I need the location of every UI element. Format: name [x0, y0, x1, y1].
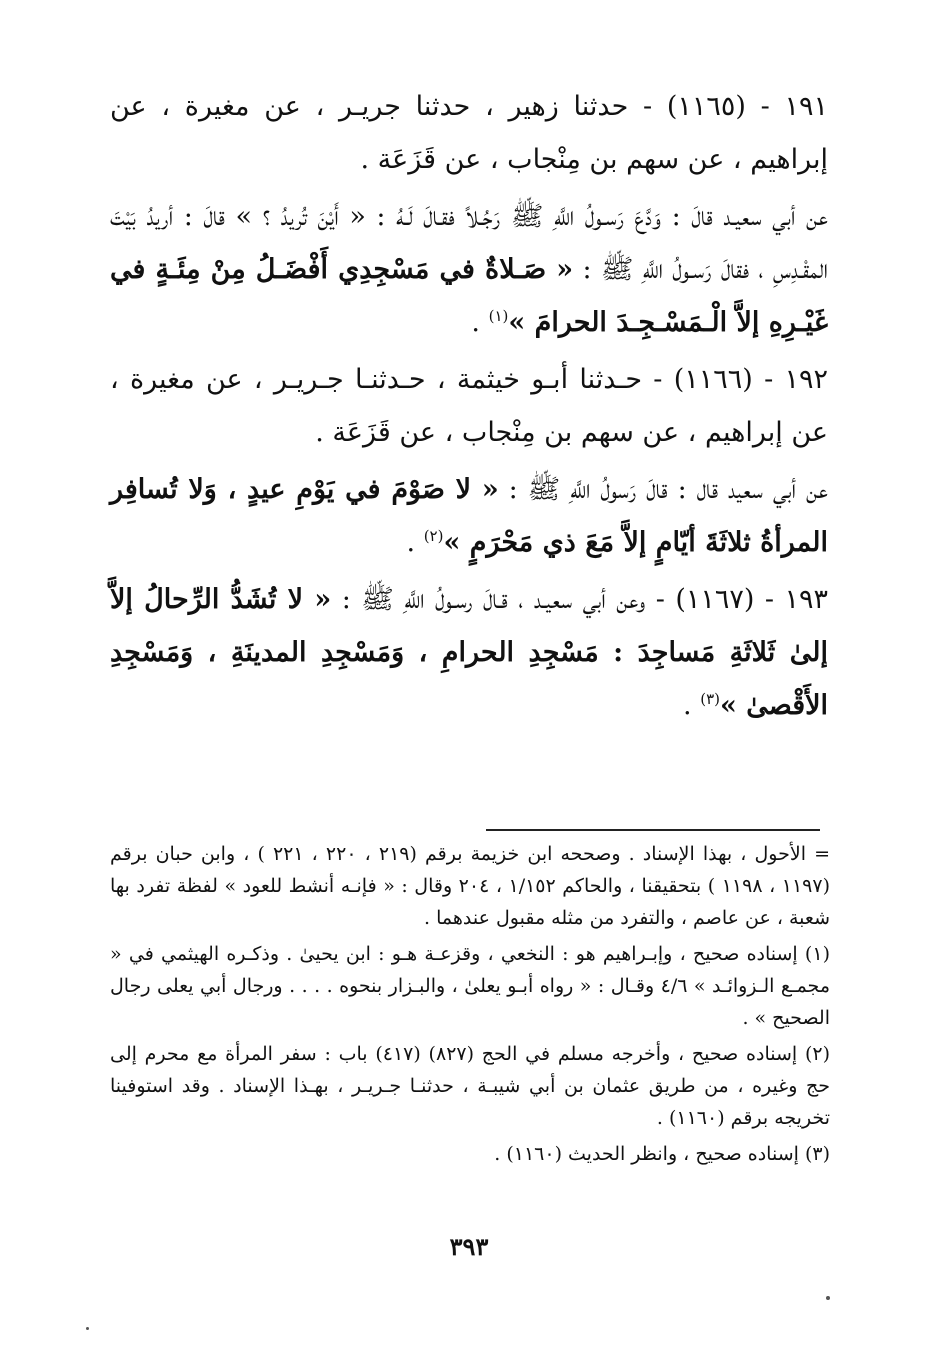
footnotes	[110, 838, 830, 1174]
hadith-192-end: .	[406, 527, 424, 558]
main-text	[110, 80, 828, 736]
scan-speck	[86, 1327, 89, 1330]
hadith-191-isnad: ١٩١ - (١١٦٥) - حدثنا زهير ، حدثنا جريـر ، عن مغيرة ، عن إبراهيم ، عن سهم بن مِنْجاب ، عن قَزَعَة .	[110, 91, 829, 175]
hadith-191-body	[110, 190, 828, 349]
footnote-separator	[486, 829, 820, 831]
footnote-continuation: = الأحول ، بهذا الإسناد . وصححه ابن خزيمة برقم (٢١٩ ، ٢٢٠ ، ٢٢١ ) ، وابن حبان برقم (١١٩٧ ، ١١٩٨ ) بتحقيقنا ، والحاكم ١/١٥٢ ، ٢٠٤ وقال : « فإنـه أنشط للعود » لفظة تفرد بها شعبة ، عن عاصم ، والتفرد من مثله مقبول عندهما .	[110, 843, 830, 929]
footnote-1: (١) إسناده صحيح ، وإبـراهيم هو : النخعي ، وقزعـة هـو : ابن يحيىٰ . وذكـره الهيثمي في « مجمـع الـزوائـد » ٤/٦ وقـال : « رواه أبـو يعلىٰ ، والبـزار بنحوه . . . . ورجال أبي يعلى رجال الصحيح » .	[110, 943, 831, 1029]
scan-speck	[826, 1296, 830, 1300]
page-number: ٣٩٣	[449, 1232, 489, 1261]
hadith-192-narration: عن أبي سعيد قال : قالَ رَسولُ اللَّهِ ﷺ :	[508, 474, 828, 505]
hadith-193-isnad: ١٩٣ - (١١٦٧) - وعن أبي سعيـد ، قـالَ رسـولُ اللَّهِ ﷺ :	[341, 584, 828, 615]
hadith-193-end: .	[683, 690, 701, 721]
hadith-193-matn: « لا تُشَدُّ الرِّحالُ إلاَّ إلىٰ ثَلاثَةِ مَساجِدَ : مَسْجِدِ الحرامِ ، وَمَسْجِدِ المدينَةِ ، وَمَسْجِدِ الأَقْصىٰ »	[110, 584, 828, 721]
hadith-191-end: .	[471, 307, 489, 338]
footnote-ref-1: (١)	[488, 307, 509, 325]
hadith-192-matn: « لا صَوْمَ في يَوْمِ عيدٍ ، وَلا تُسافِر المرأةُ ثلاثَةَ أيّامٍ إلاَّ مَعَ ذي مَحْرَمٍ »	[110, 474, 828, 558]
hadith-192-body	[110, 463, 828, 569]
hadith-192-isnad: ١٩٢ - (١١٦٦) - حـدثنا أبـو خيثمة ، حـدثنـا جـريـر ، عن مغيرة ، عن إبراهيم ، عن سهم بن مِنْجاب ، عن قَزَعَة .	[110, 364, 828, 448]
hadith-191-narration: عن أبي سعيـد قالَ : وَدَّعَ رَسـولُ اللَّهِ ﷺ رَجُـلاً فقـالَ لَـهُ : « أَيْنَ تُريدُ ؟ » قالَ : أريدُ بَيْتَ المقْـدِسِ ، فقالَ رَسـولُ اللَّهِ ﷺ :	[110, 201, 828, 285]
footnote-ref-2: (٢)	[423, 527, 444, 545]
footnote-ref-3: (٣)	[700, 690, 720, 708]
footnote-2: (٢) إسناده صحيح ، وأخرجه مسلم في الحج (٨٢٧) (٤١٧) باب : سفر المرأة مع محرم إلى حج وغيره ، من طريق عثمان بن أبي شيبـة ، حدثنـا جـريـر ، بهـذا الإسناد . وقد استوفينا تخريجه برقم (١١٦٠) .	[110, 1043, 830, 1129]
hadith-193-body	[110, 573, 828, 732]
hadith-191-matn: « صَـلاةٌ في مَسْجِدِي أَفْضَـلُ مِنْ مِئَـةٍ في غَيْـرِهِ إلاَّ الْـمَسْـجِـدَ الحرامَ »	[110, 254, 828, 338]
footnote-3: (٣) إسناده صحيح ، وانظر الحديث (١١٦٠) .	[494, 1143, 830, 1165]
